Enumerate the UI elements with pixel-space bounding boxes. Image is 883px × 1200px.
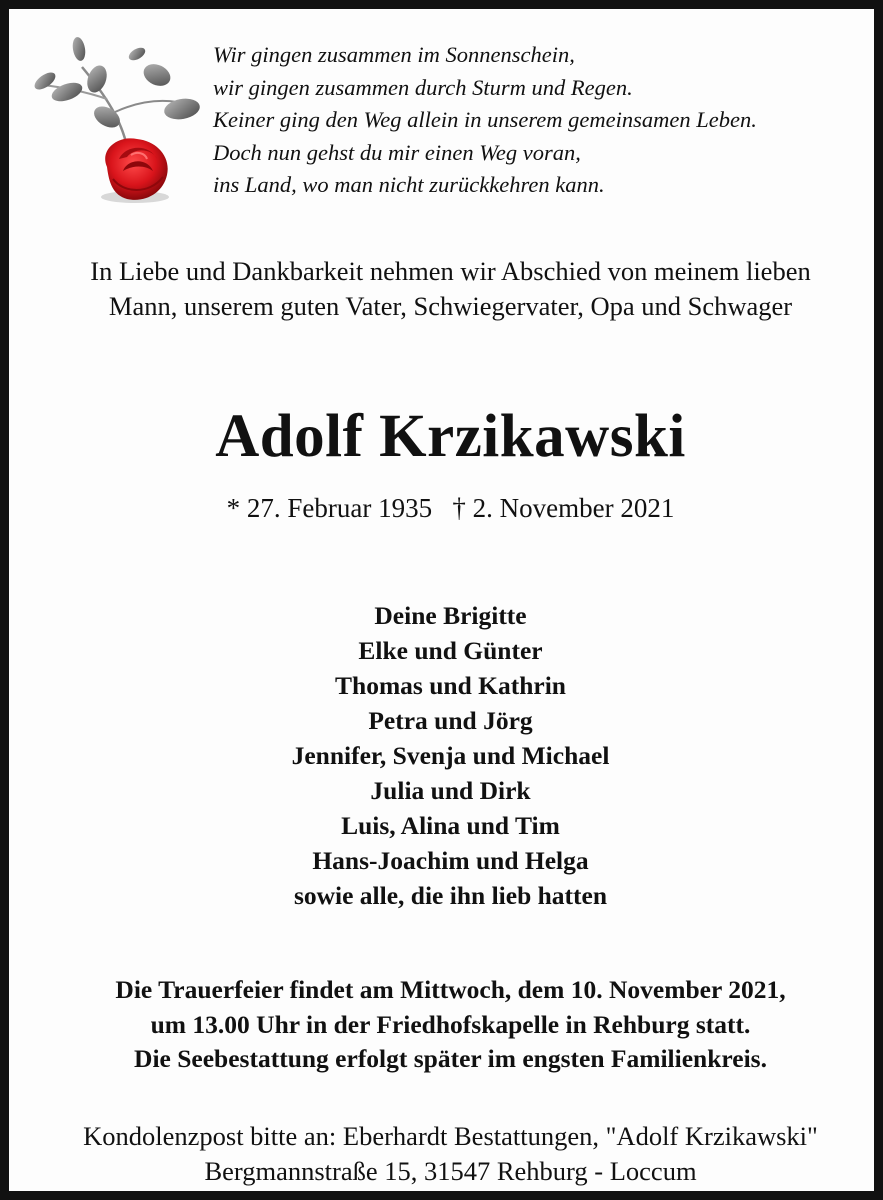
family-list [9,598,883,913]
family-member: Luis, Alina und Tim [341,811,560,840]
contact-line: Kondolenzpost bitte an: Eberhardt Bestattungen, "Adolf Krzikawski" [83,1121,818,1151]
funeral-line: Die Trauerfeier findet am Mittwoch, dem 10. November 2021, [115,975,786,1004]
poem-line: wir gingen zusammen durch Sturm und Regen. [213,74,633,100]
intro-line: In Liebe und Dankbarkeit nehmen wir Abschied von meinem lieben [90,256,811,286]
family-member: Jennifer, Svenja und Michael [291,741,610,770]
poem-line: ins Land, wo man nicht zurückkehren kann. [213,172,605,197]
family-member: Hans-Joachim und Helga [312,846,589,875]
deceased-name: Adolf Krzikawski [215,403,686,470]
death-date: † 2. November 2021 [452,493,675,523]
farewell-intro [9,254,883,324]
poem-line: Keiner ging den Weg allein in unserem gemeinsamen Leben. [213,107,757,132]
intro-line: Mann, unserem guten Vater, Schwiegervater, Opa und Schwager [108,291,793,321]
family-member: Deine Brigitte [374,601,527,630]
condolence-address [9,1119,883,1189]
rose-icon [27,37,207,212]
poem [213,39,873,202]
family-member: Petra und Jörg [368,706,533,735]
funeral-line: Die Seebestattung erfolgt später im engsten Familienkreis. [134,1044,767,1073]
family-member: sowie alle, die ihn lieb hatten [293,881,608,910]
birth-date: * 27. Februar 1935 [226,493,433,523]
poem-line: Wir gingen zusammen im Sonnenschein, [213,42,575,67]
contact-line: Bergmannstraße 15, 31547 Rehburg - Loccum [204,1156,697,1186]
family-member: Thomas und Kathrin [335,671,566,700]
funeral-line: um 13.00 Uhr in der Friedhofskapelle in Rehburg statt. [150,1009,751,1039]
poem-line: Doch nun gehst du mir einen Weg voran, [213,139,581,165]
life-dates [9,488,883,528]
family-member: Julia und Dirk [370,776,531,805]
family-member: Elke und Günter [358,636,543,665]
funeral-info [9,973,883,1077]
